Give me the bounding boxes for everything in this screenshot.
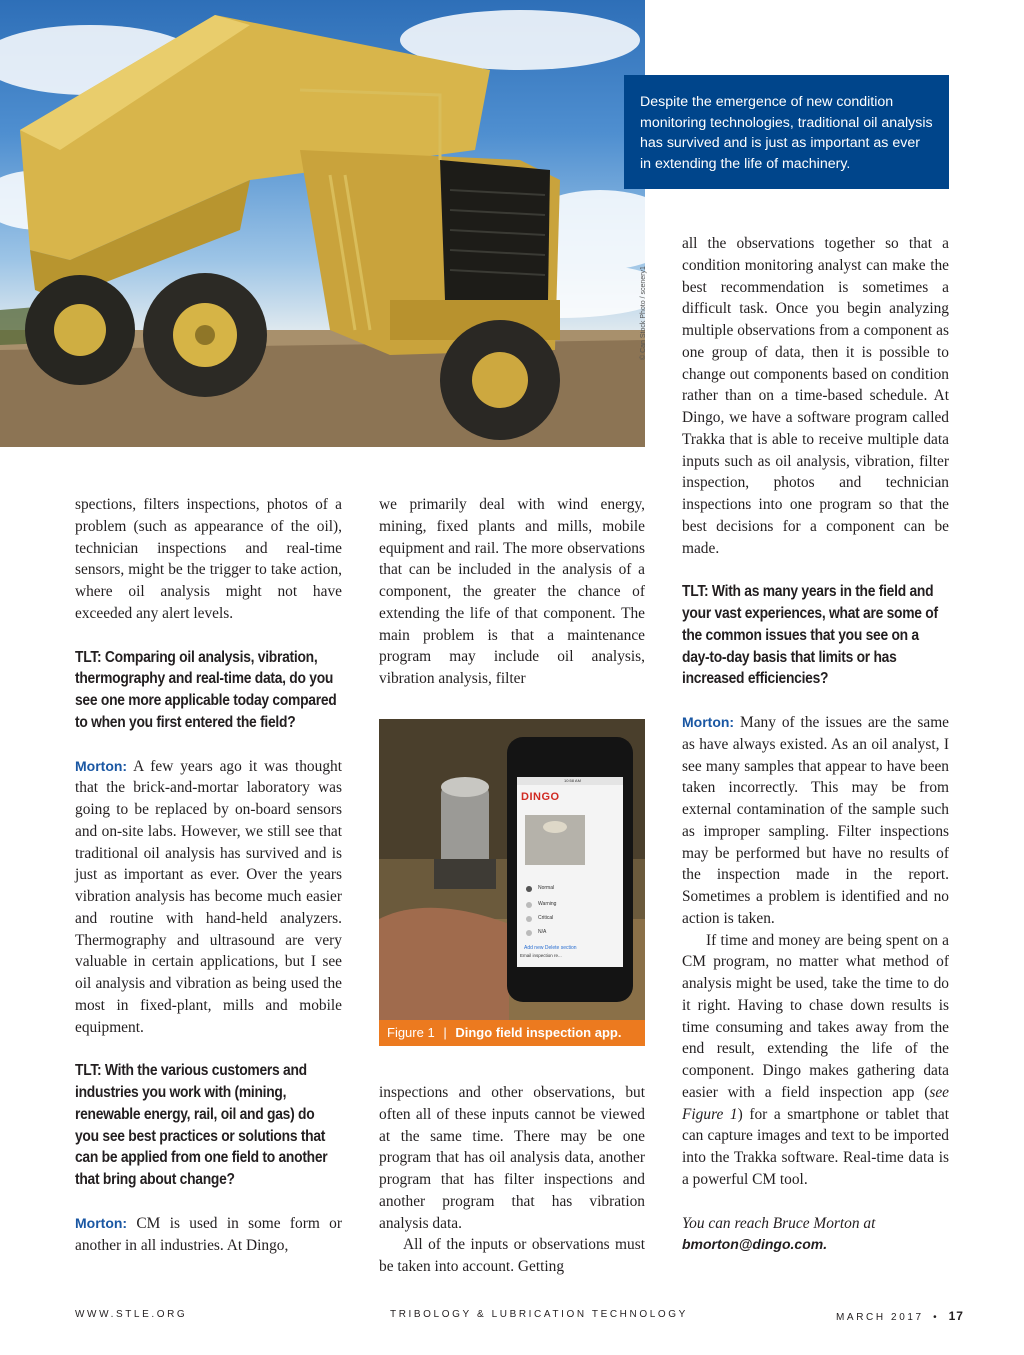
column-2-top	[379, 494, 645, 690]
pull-quote-callout: Despite the emergence of new condition monitoring technologies, traditional oil analysis has survived and is just as important as ever in extending the life of machinery.	[624, 75, 949, 189]
speaker-label: Morton:	[75, 1214, 128, 1231]
answer-text: CM is used in some form or another in all industries. At Dingo,	[75, 1214, 342, 1254]
paragraph-text: ) for a smartphone or tablet that can capture images and text to be imported into the Trakka software. Real-time data is a powerful CM tool.	[682, 1105, 949, 1188]
contact-email[interactable]: bmorton@dingo.com.	[682, 1236, 828, 1253]
app-option: Critical	[538, 915, 554, 921]
paragraph: spections, filters inspections, photos of a problem (such as appearance of the oil), technician inspections and real-time sensors, might be the trigger to take action, where oil analysis might not have exceeded any alert levels.	[75, 496, 342, 622]
interview-answer	[75, 1213, 342, 1257]
column-2-bottom	[379, 1082, 645, 1278]
phone-app-photo	[379, 719, 645, 1020]
interview-answer	[682, 712, 949, 930]
app-option: Normal	[538, 885, 555, 891]
footer-website[interactable]: WWW.STLE.ORG	[75, 1309, 188, 1320]
figure-caption-text: Dingo field inspection app.	[455, 1025, 622, 1040]
interview-question: TLT: With as many years in the field and your vast experiences, what are some of the common issues that you see on a day-to-day basis that limits or has increased efficiencies?	[682, 583, 938, 688]
speaker-label: Morton:	[682, 714, 735, 730]
answer-text: A few years ago it was thought that the brick-and-mortar laboratory was going to be replaced by on-board sensors and on-site labs. However, we still see that traditional oil analysis has survived and is just as important as ever. Over the years vibration analysis has become much easier and routine with hand-held analyzers. Thermography and ultrasound are very valuable in certain applications, but I see oil analysis and vibration as being used the most in fixed-plant, mills and mobile equipment.	[75, 757, 342, 1036]
column-1	[75, 494, 342, 1256]
answer-text: Many of the issues are the same as have always existed. As an oil analyst, I see many samples that appear to have been taken incorrectly. This may be from external contamination of the sample such as improper sampling. Filter inspections may be performed but have no results of the inspection made in the report. Sometimes a problem is identified and no action is taken.	[682, 714, 949, 927]
figure-reference: see Figure 1	[682, 1083, 949, 1123]
photo-credit: © Can Stock Photo / scenery1	[640, 266, 647, 360]
caption-separator: |	[443, 1025, 447, 1040]
figure-label: Figure 1	[387, 1025, 435, 1040]
app-brand: DINGO	[521, 791, 560, 803]
footer-issue	[836, 1309, 964, 1323]
paragraph: we primarily deal with wind energy, mining, fixed plants and mills, mobile equipment and rail. The more observations that can be included in the analysis of a component, the greater the chance of extending the life of that component. The main problem is that a maintenance program may include oil analysis, vibration analysis, filter	[379, 496, 645, 687]
footer-dot: •	[933, 1312, 940, 1323]
contact-line	[682, 1213, 949, 1257]
footer-date: MARCH 2017	[836, 1312, 924, 1323]
paragraph	[682, 930, 949, 1191]
interview-question: TLT: With the various customers and industries you work with (mining, renewable energy, rail, oil and gas) do you see best practices or solutions that can be applied from one field to another that bring about change?	[75, 1062, 328, 1188]
contact-text: You can reach Bruce Morton at	[682, 1214, 876, 1232]
app-time: 10:58 AM	[564, 778, 581, 783]
app-option: N/A	[538, 929, 547, 935]
paragraph: all the observations together so that a condition monitoring analyst can make the best recommendation is sometimes a difficult task. Once you begin analyzing multiple observations from a component as one group of data, then it is possible to change out components based on condition rather than on a time-based schedule. At Dingo, we have a software program called Trakka that is able to receive multiple data inputs such as oil analysis, vibration, filter inspection, photos and technician inspections into one program so that the best decisions for a component can be made.	[682, 235, 949, 557]
page-number: 17	[948, 1309, 964, 1323]
app-option: Warning	[538, 901, 557, 907]
app-footer: Email inspection re...	[520, 953, 562, 958]
dump-truck-illustration	[0, 0, 645, 447]
figure-1	[379, 719, 645, 1046]
hero-photo	[0, 0, 645, 447]
app-links: Add new Delete section	[524, 945, 577, 951]
speaker-label: Morton:	[75, 757, 128, 774]
paragraph-text: If time and money are being spent on a CM program, no matter what method of analysis might be used, take the time to do it right. Having to chase down results is time consuming and takes away from the end result, extending the life of the component. Dingo makes gathering data easier with a field inspection app (	[682, 931, 949, 1101]
interview-question: TLT: Comparing oil analysis, vibration, thermography and real-time data, do you see one more applicable today compared to when you first entered the field?	[75, 648, 337, 731]
footer-publication: TRIBOLOGY & LUBRICATION TECHNOLOGY	[390, 1309, 688, 1320]
figure-caption	[379, 1020, 645, 1046]
interview-answer	[75, 756, 342, 1039]
paragraph: inspections and other observations, but often all of these inputs cannot be viewed at the same time. There may be one program that has oil analysis data, another program that has filter inspections and another program that has vibration analysis data.	[379, 1084, 645, 1232]
column-3	[682, 233, 949, 1256]
paragraph: All of the inputs or observations must be taken into account. Getting	[379, 1236, 645, 1275]
